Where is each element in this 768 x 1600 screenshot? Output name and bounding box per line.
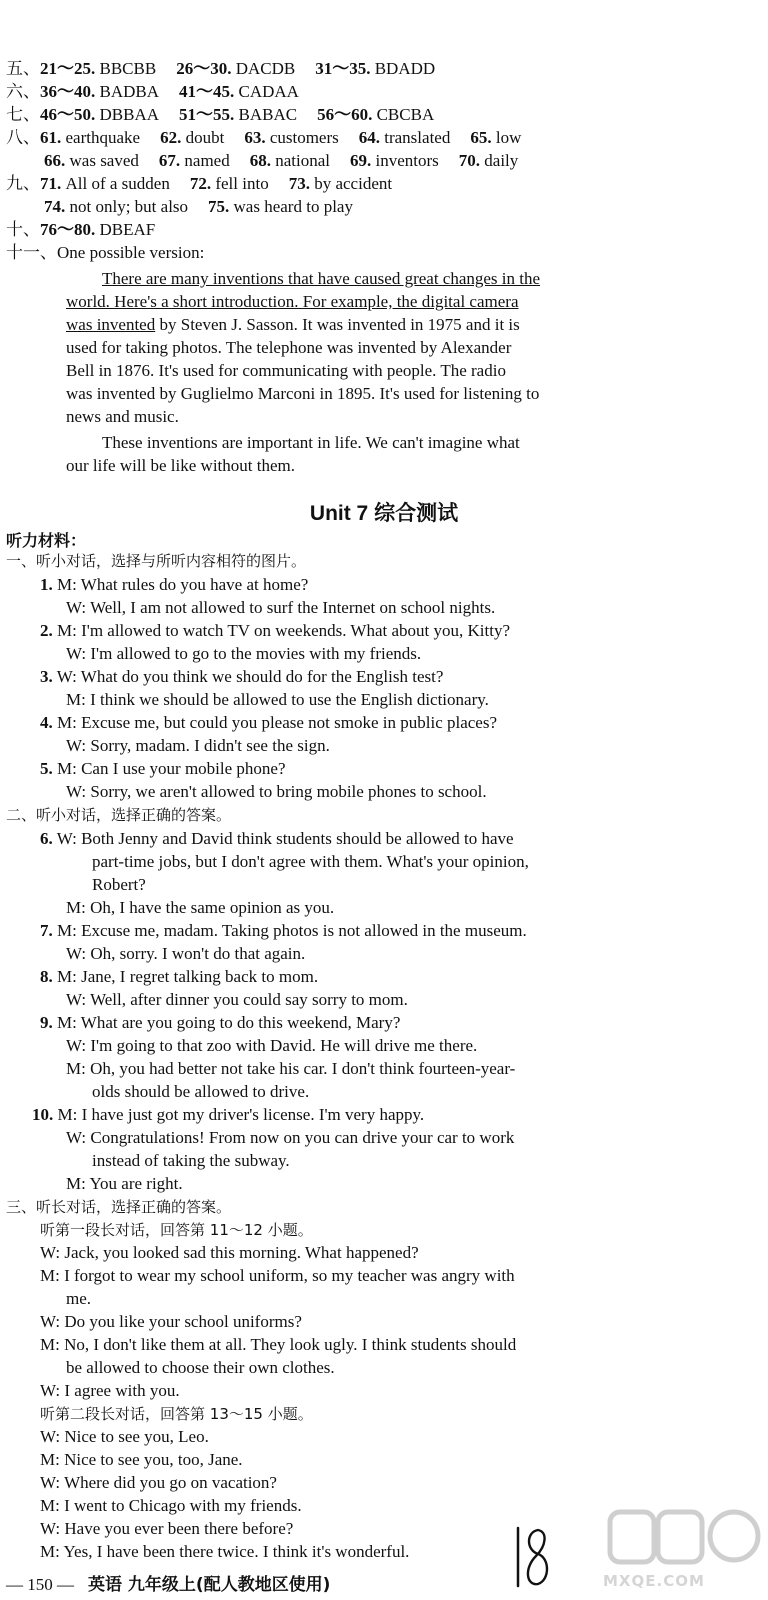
item-number: 63. (244, 128, 266, 147)
item-number: 41～45. (179, 82, 235, 101)
answer-row-8a (6, 127, 541, 149)
dialog-line (40, 1495, 302, 1517)
dialog-line (40, 1012, 400, 1034)
item-number: 56～60. (317, 105, 373, 124)
row-label: 七、 (6, 105, 40, 124)
item-answer: BDADD (370, 59, 436, 78)
item-number: 74. (44, 197, 66, 216)
dialog-text: W: Well, after dinner you could say sorry to mom. (66, 990, 408, 1009)
dialog-line (40, 1541, 409, 1563)
essay-line-8 (102, 432, 520, 454)
item-number: 64. (358, 128, 380, 147)
dialog-line (66, 781, 487, 803)
row-label: 六、 (6, 82, 40, 101)
dialog-line (40, 574, 308, 596)
answer-row-8b (44, 150, 538, 172)
dialog-line (40, 1449, 243, 1471)
dialog-text: W: Sorry, we aren't allowed to bring mobile phones to school. (66, 782, 487, 801)
dialog-line (92, 1081, 309, 1103)
dialog-text: M: I forgot to wear my school uniform, so my teacher was angry with (40, 1266, 515, 1285)
item-answer: translated (380, 128, 451, 147)
dialog-line (66, 897, 334, 919)
item-answer: CBCBA (372, 105, 435, 124)
item-number: 70. (458, 151, 481, 170)
dialog-line (66, 1357, 335, 1379)
item-number: 71. (40, 174, 62, 193)
dialog-line (92, 851, 529, 873)
answer-row-7 (6, 104, 454, 126)
essay-text: used for taking photos. The telephone was invented by Alexander (66, 338, 512, 357)
item-answer: fell into (211, 174, 269, 193)
dialog-text: W: I'm going to that zoo with David. He will drive me there. (66, 1036, 478, 1055)
item-number: 46～50. (40, 105, 96, 124)
essay-text: world. Here's a short introduction. For example, the digital camera (66, 292, 519, 311)
dialog-text: M: Nice to see you, too, Jane. (40, 1450, 243, 1469)
item-number: 72. (189, 174, 212, 193)
intro-text: 听第二段长对话，回答第 13～15 小题。 (40, 1405, 313, 1423)
essay-text: was invented by Guglielmo Marconi in 1895. It's used for listening to (66, 384, 540, 403)
item-answer: daily (480, 151, 519, 170)
item-answer: BABAC (234, 105, 298, 124)
dialog-line (40, 920, 527, 942)
dialog-line (32, 1104, 424, 1126)
item-answer: was heard to play (229, 197, 353, 216)
dialog-text: W: Where did you go on vacation? (40, 1473, 277, 1492)
item-number: 5. (40, 759, 53, 778)
essay-heading: One possible version: (57, 243, 205, 262)
part-2-heading (6, 804, 231, 826)
long-dialog-2-intro (40, 1403, 313, 1425)
dialog-text: W: Sorry, madam. I didn't see the sign. (66, 736, 330, 755)
item-answer: All of a sudden (61, 174, 170, 193)
dialog-line (66, 1058, 515, 1080)
part-1-heading (6, 550, 306, 572)
dialog-text: M: Excuse me, madam. Taking photos is not allowed in the museum. (52, 921, 527, 940)
dialog-text: M: I went to Chicago with my friends. (40, 1496, 302, 1515)
dialog-text: part-time jobs, but I don't agree with them. What's your opinion, (92, 852, 529, 871)
dialog-line (40, 1334, 516, 1356)
essay-text: by Steven J. Sasson. It was invented in 1975 and it is (155, 315, 520, 334)
dialog-text: W: I'm allowed to go to the movies with my friends. (66, 644, 422, 663)
essay-line-9 (66, 455, 295, 477)
item-answer: CADAA (234, 82, 299, 101)
row-label: 五、 (6, 59, 40, 78)
essay-line-3 (66, 314, 520, 336)
item-number: 9. (40, 1013, 53, 1032)
essay-text: news and music. (66, 407, 179, 426)
dialog-text: olds should be allowed to drive. (92, 1082, 310, 1101)
handwritten-mark (512, 1520, 552, 1595)
dialog-line (66, 1035, 477, 1057)
dialog-text: me. (66, 1289, 92, 1308)
section-label: 听力材料： (6, 531, 87, 550)
dialog-text: M: Yes, I have been there twice. I think it's wonderful. (40, 1542, 410, 1561)
watermark-text: MXQE.COM (603, 1572, 705, 1590)
item-number: 4. (40, 713, 53, 732)
dialog-line (40, 1265, 515, 1287)
item-number: 73. (288, 174, 310, 193)
dialog-line (66, 989, 408, 1011)
dialog-text: M: Excuse me, but could you please not smoke in public places? (52, 713, 498, 732)
part-3-heading (6, 1196, 231, 1218)
item-number: 3. (40, 667, 53, 686)
item-answer: BBCBB (95, 59, 157, 78)
dialog-line (40, 1380, 180, 1402)
essay-text: was invented (66, 315, 156, 334)
dialog-text: W: Have you ever been there before? (40, 1519, 294, 1538)
dialog-line (40, 1426, 209, 1448)
dialog-text: W: Well, I am not allowed to surf the Internet on school nights. (66, 598, 496, 617)
item-answer: BADBA (95, 82, 160, 101)
dialog-text: W: Both Jenny and David think students should be allowed to have (52, 829, 514, 848)
dialog-line (66, 1173, 183, 1195)
dialog-text: W: Nice to see you, Leo. (40, 1427, 209, 1446)
dialog-text: W: I agree with you. (40, 1381, 180, 1400)
row-label: 十一、 (6, 243, 57, 262)
item-answer: low (491, 128, 522, 147)
item-number: 6. (40, 829, 53, 848)
dialog-line (66, 735, 330, 757)
answer-row-11 (6, 242, 204, 264)
item-number: 67. (158, 151, 181, 170)
item-number: 62. (160, 128, 182, 147)
dialog-text: M: I have just got my driver's license. I'm very happy. (53, 1105, 425, 1124)
essay-line-1 (102, 268, 540, 290)
dialog-text: W: What do you think we should do for the English test? (52, 667, 444, 686)
dialog-text: be allowed to choose their own clothes. (66, 1358, 335, 1377)
answer-row-9b (44, 196, 373, 218)
answer-row-5 (6, 58, 455, 80)
dialog-line (40, 758, 286, 780)
item-number: 26～30. (176, 59, 232, 78)
answer-row-9a (6, 173, 412, 195)
essay-line-2 (66, 291, 518, 313)
item-number: 76～80. (40, 220, 96, 239)
part-heading-text: 一、听小对话，选择与所听内容相符的图片。 (6, 552, 307, 570)
dialog-line (66, 597, 495, 619)
dialog-line (40, 828, 514, 850)
item-number: 75. (208, 197, 230, 216)
item-number: 66. (44, 151, 66, 170)
dialog-text: M: You are right. (66, 1174, 183, 1193)
item-number: 65. (470, 128, 492, 147)
item-answer: named (180, 151, 230, 170)
essay-line-5 (66, 360, 506, 382)
item-answer: earthquake (61, 128, 141, 147)
item-answer: DBBAA (95, 105, 160, 124)
page-number: — 150 — (6, 1575, 74, 1594)
dialog-line (66, 643, 421, 665)
item-number: 21～25. (40, 59, 96, 78)
item-number: 1. (40, 575, 53, 594)
answer-row-6 (6, 81, 319, 103)
dialog-text: M: What rules do you have at home? (52, 575, 309, 594)
long-dialog-1-intro (40, 1219, 313, 1241)
part-heading-text: 三、听长对话，选择正确的答案。 (6, 1198, 232, 1216)
essay-text: There are many inventions that have caused great changes in the (102, 269, 541, 288)
dialog-line (40, 666, 443, 688)
dialog-line (40, 1472, 277, 1494)
item-number: 8. (40, 967, 53, 986)
essay-line-4 (66, 337, 511, 359)
dialog-line (40, 1242, 419, 1264)
dialog-line (66, 689, 489, 711)
item-number: 51～55. (179, 105, 235, 124)
row-label: 九、 (6, 174, 40, 193)
item-number: 61. (40, 128, 62, 147)
dialog-text: W: Do you like your school uniforms? (40, 1312, 302, 1331)
item-number: 69. (350, 151, 372, 170)
dialog-text: instead of taking the subway. (92, 1151, 290, 1170)
essay-text: These inventions are important in life. We can't imagine what (102, 433, 520, 452)
item-number: 68. (249, 151, 271, 170)
dialog-line (92, 1150, 290, 1172)
dialog-text: M: Can I use your mobile phone? (52, 759, 286, 778)
item-answer: by accident (309, 174, 393, 193)
dialog-line (40, 620, 510, 642)
unit-title: Unit 7 综合测试 (309, 502, 459, 525)
item-number: 7. (40, 921, 53, 940)
item-answer: customers (265, 128, 339, 147)
dialog-line (66, 943, 305, 965)
footer-title: 英语 九年级上(配人教地区使用) (88, 1575, 331, 1595)
dialog-line (40, 1518, 293, 1540)
dialog-text: M: Oh, you had better not take his car. I don't think fourteen-year- (66, 1059, 516, 1078)
item-answer: doubt (181, 128, 225, 147)
item-answer: was saved (65, 151, 139, 170)
item-answer: DACDB (231, 59, 296, 78)
essay-text: Bell in 1876. It's used for communicating with people. The radio (66, 361, 506, 380)
item-answer: not only; but also (65, 197, 189, 216)
essay-line-7 (66, 406, 179, 428)
dialog-text: M: Oh, I have the same opinion as you. (66, 898, 335, 917)
dialog-line (40, 1311, 302, 1333)
answer-row-10 (6, 219, 175, 241)
item-number: 2. (40, 621, 53, 640)
dialog-text: M: No, I don't like them at all. They look ugly. I think students should (40, 1335, 517, 1354)
item-answer: inventors (371, 151, 439, 170)
item-number: 10. (32, 1105, 54, 1124)
dialog-line (92, 874, 146, 896)
row-label: 八、 (6, 128, 40, 147)
dialog-line (40, 712, 497, 734)
essay-line-6 (66, 383, 539, 405)
dialog-text: W: Jack, you looked sad this morning. What happened? (40, 1243, 419, 1262)
essay-text: our life will be like without them. (66, 456, 295, 475)
item-number: 36～40. (40, 82, 96, 101)
item-number: 31～35. (315, 59, 371, 78)
dialog-text: M: Jane, I regret talking back to mom. (52, 967, 319, 986)
row-label: 十、 (6, 220, 40, 239)
dialog-line (40, 966, 318, 988)
dialog-text: W: Congratulations! From now on you can drive your car to work (66, 1128, 515, 1147)
part-heading-text: 二、听小对话，选择正确的答案。 (6, 806, 232, 824)
dialog-text: M: I'm allowed to watch TV on weekends. What about you, Kitty? (52, 621, 511, 640)
dialog-line (66, 1288, 91, 1310)
page-footer (6, 1570, 330, 1595)
dialog-text: M: I think we should be allowed to use the English dictionary. (66, 690, 489, 709)
dialog-text: Robert? (92, 875, 146, 894)
dialog-line (66, 1127, 514, 1149)
item-answer: DBEAF (95, 220, 156, 239)
dialog-text: W: Oh, sorry. I won't do that again. (66, 944, 306, 963)
dialog-text: M: What are you going to do this weekend, Mary? (52, 1013, 401, 1032)
intro-text: 听第一段长对话，回答第 11～12 小题。 (40, 1221, 313, 1239)
item-answer: national (270, 151, 330, 170)
